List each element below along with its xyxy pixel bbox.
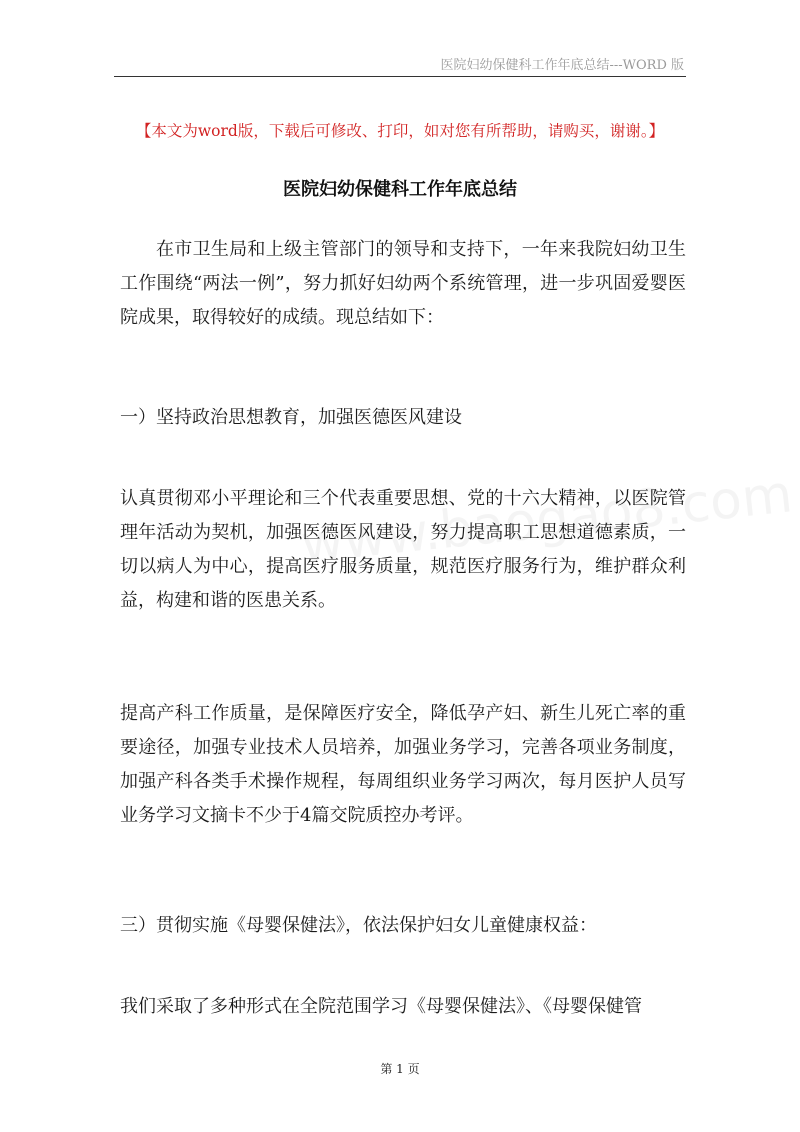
- document-title: 医院妇幼保健科工作年底总结: [283, 179, 517, 200]
- section-heading-1: 一）坚持政治思想教育，加强医德医风建设: [120, 407, 462, 428]
- paragraph-morality: 认真贯彻邓小平理论和三个代表重要思想、党的十六大精神，以医院管理年活动为契机，加强医德医风建设，努力提高职工思想道德素质，一切以病人为中心，提高医疗服务质量，规范医疗服务行为，维护群众利益，构建和谐的医患关系。: [120, 488, 686, 611]
- page-number: 第 1 页: [380, 1062, 420, 1076]
- intro-paragraph: 在市卫生局和上级主管部门的领导和支持下，一年来我院妇幼卫生工作围绕“两法一例”，努力抓好妇幼两个系统管理，进一步巩固爱婴医院成果，取得较好的成绩。现总结如下：: [120, 239, 686, 328]
- running-header: 医院妇幼保健科工作年底总结---WORD 版: [440, 58, 684, 73]
- header-divider: [114, 76, 686, 77]
- download-notice: 【本文为word版，下载后可修改、打印，如对您有所帮助，请购买，谢谢。】: [135, 122, 665, 140]
- paragraph-obstetrics: 提高产科工作质量，是保障医疗安全，降低孕产妇、新生儿死亡率的重要途径，加强专业技术人员培养，加强业务学习，完善各项业务制度，加强产科各类手术操作规程，每周组织业务学习两次，每月医护人员写业务学习文摘卡不少于4篇交院质控办考评。: [120, 703, 686, 826]
- paragraph-law-study: 我们采取了多种形式在全院范围学习《母婴保健法》、《母婴保健管: [120, 996, 642, 1017]
- section-heading-3: 三）贯彻实施《母婴保健法》，依法保护妇女儿童健康权益：: [120, 915, 597, 936]
